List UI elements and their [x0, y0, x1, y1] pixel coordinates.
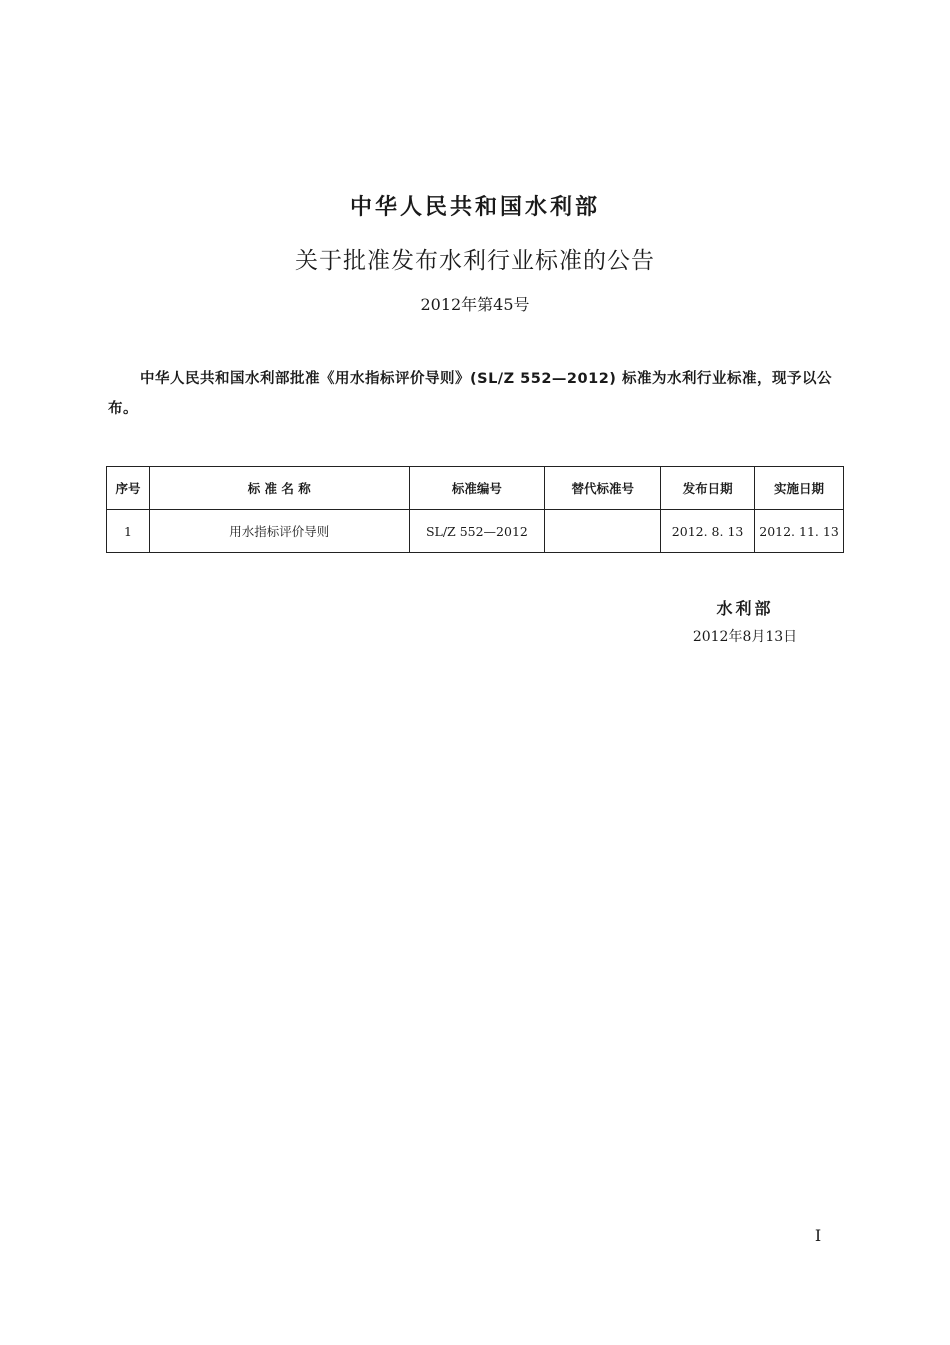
cell-replaced-standard: [545, 510, 661, 553]
document-number: 2012年第45号: [420, 295, 530, 314]
page-number: I: [814, 1226, 822, 1245]
table-row: [107, 510, 844, 553]
ministry-title: 中华人民共和国水利部: [349, 195, 600, 220]
table-header-row: [107, 467, 844, 510]
announcement-title: 关于批准发布水利行业标准的公告: [295, 248, 655, 274]
cell-effective-date: 2012. 11. 13: [755, 510, 844, 553]
header-replaced-standard: 替代标准号: [545, 467, 661, 510]
standards-table: [106, 466, 844, 553]
header-standard-number: 标准编号: [409, 467, 545, 510]
signature-date: 2012年8月13日: [692, 629, 798, 645]
header-standard-name: 标 准 名 称: [149, 467, 409, 510]
cell-standard-number: SL/Z 552—2012: [409, 510, 545, 553]
announcement-paragraph: 中华人民共和国水利部批准《用水指标评价导则》(SL/Z 552—2012) 标准为水利行业标准，现予以公布。: [108, 371, 832, 417]
cell-standard-name: 用水指标评价导则: [149, 510, 409, 553]
signature-organization: 水利部: [716, 599, 774, 618]
header-seq: 序号: [107, 467, 150, 510]
header-publish-date: 发布日期: [661, 467, 755, 510]
cell-publish-date: 2012. 8. 13: [661, 510, 755, 553]
header-effective-date: 实施日期: [755, 467, 844, 510]
cell-seq: 1: [107, 510, 150, 553]
